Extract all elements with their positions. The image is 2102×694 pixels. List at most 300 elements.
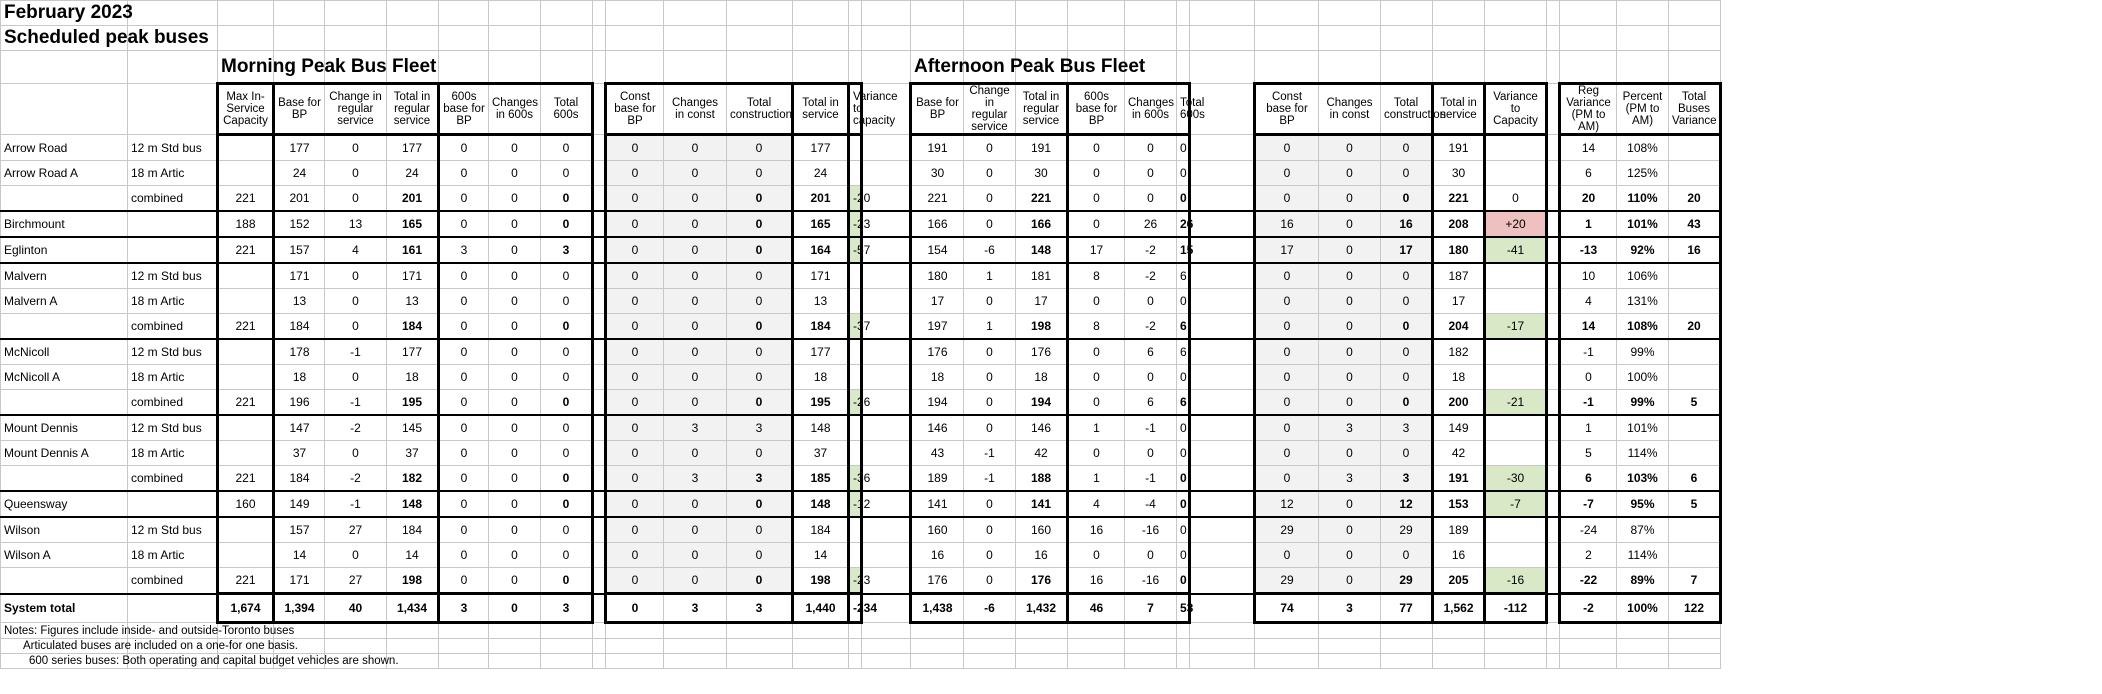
cell (849, 26, 862, 51)
am-value: 0 (541, 263, 593, 289)
am-value: 0 (439, 186, 489, 212)
cell (727, 51, 793, 84)
variance-value: 101% (1617, 415, 1669, 441)
pm-value: 194 (1016, 390, 1068, 416)
am-value: 18 (387, 365, 439, 390)
cell (593, 314, 606, 340)
am-value: 165 (793, 211, 849, 237)
cell (1190, 415, 1255, 441)
am-value: -23 (849, 211, 862, 237)
pm-value: 0 (1255, 263, 1319, 289)
pm-value: 197 (911, 314, 964, 340)
cell (849, 639, 862, 654)
pm-value: 0 (1125, 161, 1177, 186)
cell (439, 26, 489, 51)
cell (849, 1, 862, 26)
cell (1669, 654, 1721, 669)
am-value: 0 (489, 365, 541, 390)
am-value: 3 (727, 466, 793, 492)
max-capacity (218, 161, 274, 186)
pm-value: 0 (1381, 289, 1433, 314)
variance-value (1669, 543, 1721, 568)
am-value: -12 (849, 491, 862, 517)
am-value: 13 (793, 289, 849, 314)
pm-value: 6 (1177, 314, 1190, 340)
cell (862, 623, 911, 639)
col-header-pm: Total in service (1433, 84, 1485, 135)
cell (911, 654, 964, 669)
bus-type: combined (128, 186, 218, 212)
variance-value: 95% (1617, 491, 1669, 517)
cell (593, 289, 606, 314)
bus-type: 12 m Std bus (128, 263, 218, 289)
pm-value: 1 (964, 263, 1016, 289)
variance-value: 20 (1669, 186, 1721, 212)
am-value: 0 (541, 161, 593, 186)
pm-value: 0 (1255, 543, 1319, 568)
garage-name (1, 186, 128, 212)
cell (1319, 623, 1381, 639)
pm-value: 0 (1255, 365, 1319, 390)
cell (439, 1, 489, 26)
pm-value: 0 (1125, 543, 1177, 568)
col-header-pm: Total in regular service (1016, 84, 1068, 135)
cell (1177, 623, 1190, 639)
variance-value (1669, 365, 1721, 390)
col-header-am: Const base for BP (606, 84, 664, 135)
am-value: 0 (325, 161, 387, 186)
pm-value: 0 (1068, 211, 1125, 237)
cell (325, 26, 387, 51)
variance-value: -1 (1560, 339, 1617, 365)
garage-name: Mount Dennis A (1, 441, 128, 466)
pm-value: -2 (1125, 314, 1177, 340)
am-value: 0 (439, 211, 489, 237)
cell (1016, 26, 1068, 51)
cell (1068, 623, 1125, 639)
max-capacity: 221 (218, 568, 274, 594)
am-value: 0 (727, 441, 793, 466)
variance-value: 100% (1617, 365, 1669, 390)
pm-value: 0 (1177, 161, 1190, 186)
pm-value: 0 (1068, 186, 1125, 212)
am-value: 0 (606, 339, 664, 365)
am-value: 0 (325, 543, 387, 568)
am-value: 0 (606, 135, 664, 161)
cell (593, 491, 606, 517)
pm-value: 198 (1016, 314, 1068, 340)
cell (593, 339, 606, 365)
garage-name: Wilson (1, 517, 128, 543)
cell (964, 623, 1016, 639)
cell (1547, 365, 1560, 390)
pm-value (1485, 415, 1547, 441)
bus-type (128, 491, 218, 517)
pm-value: -1 (964, 441, 1016, 466)
pm-value: 18 (1016, 365, 1068, 390)
am-value: 0 (541, 466, 593, 492)
bus-type: 12 m Std bus (128, 339, 218, 365)
cell (541, 639, 593, 654)
pm-value: 191 (1016, 135, 1068, 161)
am-value: 0 (727, 289, 793, 314)
note-text: Notes: Figures include inside- and outside-Toronto buses (1, 623, 128, 639)
pm-value: 0 (964, 186, 1016, 212)
cell (793, 1, 849, 26)
am-value: 178 (274, 339, 325, 365)
pm-value: 0 (1381, 441, 1433, 466)
cell (1617, 26, 1669, 51)
cell (274, 26, 325, 51)
am-value: 184 (274, 466, 325, 492)
cell (1190, 186, 1255, 212)
pm-value: 4 (1068, 491, 1125, 517)
variance-total: -2 (1560, 594, 1617, 623)
cell (664, 51, 727, 84)
am-value: 0 (325, 263, 387, 289)
cell (1016, 623, 1068, 639)
am-value: 0 (664, 543, 727, 568)
pm-value: 221 (1433, 186, 1485, 212)
am-value: 18 (793, 365, 849, 390)
pm-value: 0 (1319, 211, 1381, 237)
am-value: 198 (793, 568, 849, 594)
am-value: 0 (606, 441, 664, 466)
am-value: 196 (274, 390, 325, 416)
pm-value: 0 (1319, 390, 1381, 416)
variance-value (1669, 517, 1721, 543)
cell (1125, 639, 1177, 654)
am-value: 0 (325, 135, 387, 161)
pm-value: 16 (911, 543, 964, 568)
am-value: 0 (541, 211, 593, 237)
am-value: 177 (793, 135, 849, 161)
cell (1190, 390, 1255, 416)
am-value: 0 (727, 314, 793, 340)
cell (1190, 491, 1255, 517)
cell (1125, 623, 1177, 639)
am-value: 152 (274, 211, 325, 237)
pm-value: 0 (964, 491, 1016, 517)
pm-value: 0 (1177, 415, 1190, 441)
bus-type: 12 m Std bus (128, 517, 218, 543)
am-value: 0 (439, 390, 489, 416)
am-value: 182 (387, 466, 439, 492)
cell (439, 639, 489, 654)
pm-value: 0 (1255, 390, 1319, 416)
cell (1190, 211, 1255, 237)
pm-value (1485, 289, 1547, 314)
cell (1319, 654, 1381, 669)
pm-value: -16 (1125, 517, 1177, 543)
am-value: 0 (325, 441, 387, 466)
am-value: 24 (387, 161, 439, 186)
cell (1547, 211, 1560, 237)
pm-value (1485, 135, 1547, 161)
cell (1669, 639, 1721, 654)
pm-value: 0 (1255, 135, 1319, 161)
pm-value: -1 (964, 466, 1016, 492)
variance-value: 131% (1617, 289, 1669, 314)
col-header-variance: Percent (PM to AM) (1617, 84, 1669, 135)
cell (862, 365, 911, 390)
pm-value: 189 (911, 466, 964, 492)
am-value: 0 (439, 365, 489, 390)
variance-value: 110% (1617, 186, 1669, 212)
cell (489, 26, 541, 51)
cell (1547, 415, 1560, 441)
variance-value: 14 (1560, 135, 1617, 161)
pm-total: 74 (1255, 594, 1319, 623)
cell (1177, 26, 1190, 51)
pm-value: 148 (1016, 237, 1068, 263)
pm-value: 29 (1381, 517, 1433, 543)
cell (1547, 51, 1560, 84)
cell (1190, 543, 1255, 568)
cell (1669, 26, 1721, 51)
pm-value: 176 (911, 339, 964, 365)
pm-value: 6 (1177, 263, 1190, 289)
pm-value: 42 (1433, 441, 1485, 466)
variance-value: 20 (1560, 186, 1617, 212)
pm-value: -16 (1485, 568, 1547, 594)
am-value: 0 (727, 263, 793, 289)
am-value: -26 (849, 390, 862, 416)
am-value: -23 (849, 568, 862, 594)
col-header-pm: Variance to Capacity (1485, 84, 1547, 135)
am-value: 0 (664, 314, 727, 340)
am-value: 0 (489, 568, 541, 594)
am-value: 201 (793, 186, 849, 212)
cell (964, 639, 1016, 654)
cell (439, 654, 489, 669)
note-text: Articulated buses are included on a one-for one basis. (1, 639, 128, 654)
variance-value: 43 (1669, 211, 1721, 237)
pm-value: 0 (1319, 161, 1381, 186)
col-header-am: Total in service (793, 84, 849, 135)
am-value: 148 (793, 415, 849, 441)
pm-value: -17 (1485, 314, 1547, 340)
am-value: 0 (606, 415, 664, 441)
bus-type: 18 m Artic (128, 289, 218, 314)
pm-value: 0 (1319, 568, 1381, 594)
cell (1190, 314, 1255, 340)
am-value: 184 (793, 314, 849, 340)
pm-value: 12 (1255, 491, 1319, 517)
cell (1547, 568, 1560, 594)
pm-value: 0 (1068, 289, 1125, 314)
pm-total: 77 (1381, 594, 1433, 623)
cell (325, 1, 387, 26)
bus-type: 18 m Artic (128, 365, 218, 390)
am-value (849, 517, 862, 543)
cell (606, 654, 664, 669)
cell (1617, 654, 1669, 669)
am-value: 37 (274, 441, 325, 466)
cell (1255, 1, 1319, 26)
col-header-am: Changes in 600s (489, 84, 541, 135)
cell (911, 623, 964, 639)
cell (1190, 594, 1255, 623)
pm-value: -41 (1485, 237, 1547, 263)
am-value: 0 (606, 543, 664, 568)
pm-value: 176 (1016, 568, 1068, 594)
pm-total: 3 (1319, 594, 1381, 623)
am-value: 195 (387, 390, 439, 416)
am-total: 3 (727, 594, 793, 623)
pm-value: 0 (1125, 365, 1177, 390)
variance-value: 6 (1560, 161, 1617, 186)
pm-value: 180 (1433, 237, 1485, 263)
cell (593, 390, 606, 416)
am-value: 0 (489, 543, 541, 568)
am-value: 0 (664, 491, 727, 517)
pm-value: 0 (1068, 135, 1125, 161)
pm-value: 1 (1068, 415, 1125, 441)
am-value: 0 (606, 568, 664, 594)
cell (1547, 263, 1560, 289)
am-value: 14 (274, 543, 325, 568)
pm-value: 0 (964, 161, 1016, 186)
note-text: 600 series buses: Both operating and capital budget vehicles are shown. (1, 654, 128, 669)
am-value: 0 (727, 365, 793, 390)
pm-value: 160 (1016, 517, 1068, 543)
col-header-pm: Base for BP (911, 84, 964, 135)
cell (1547, 654, 1560, 669)
am-value: 0 (541, 543, 593, 568)
pm-value (1485, 365, 1547, 390)
pm-value: 8 (1068, 314, 1125, 340)
variance-value: 1 (1560, 211, 1617, 237)
am-value: 177 (387, 135, 439, 161)
am-value: 0 (727, 543, 793, 568)
col-header-pm: Changes in const (1319, 84, 1381, 135)
am-value: 0 (727, 135, 793, 161)
pm-value: 17 (1433, 289, 1485, 314)
am-total: 3 (664, 594, 727, 623)
system-total-label: System total (1, 594, 128, 623)
cell (1433, 26, 1485, 51)
cell (593, 654, 606, 669)
cell (606, 623, 664, 639)
am-value: 0 (489, 466, 541, 492)
col-header-pm: Changes in 600s (1125, 84, 1177, 135)
variance-value: -22 (1560, 568, 1617, 594)
col-header-am: Base for BP (274, 84, 325, 135)
cell (387, 623, 439, 639)
variance-value (1669, 441, 1721, 466)
cell (1381, 639, 1433, 654)
variance-value (1669, 161, 1721, 186)
am-value: 0 (489, 289, 541, 314)
am-value: 0 (489, 263, 541, 289)
col-header-pm: Const base for BP (1255, 84, 1319, 135)
pm-value: 17 (1255, 237, 1319, 263)
am-value: 161 (387, 237, 439, 263)
pm-value: 191 (1433, 135, 1485, 161)
am-value: 0 (727, 211, 793, 237)
am-value: 0 (489, 517, 541, 543)
am-value (849, 441, 862, 466)
cell (1485, 654, 1547, 669)
bus-type: combined (128, 390, 218, 416)
am-value: 0 (489, 491, 541, 517)
cell (1016, 639, 1068, 654)
report-title: February 2023 (1, 1, 128, 26)
cell (541, 654, 593, 669)
pm-value: 146 (911, 415, 964, 441)
pm-value: 0 (1177, 466, 1190, 492)
col-header-am: Changes in const (664, 84, 727, 135)
pm-value: 0 (964, 543, 1016, 568)
cell (1381, 623, 1433, 639)
pm-value (1485, 339, 1547, 365)
pm-value: 0 (1068, 441, 1125, 466)
pm-value: 191 (1433, 466, 1485, 492)
pm-value (1485, 441, 1547, 466)
pm-value: 180 (911, 263, 964, 289)
pm-value: -2 (1125, 263, 1177, 289)
cell (1485, 51, 1547, 84)
cell (862, 1, 911, 26)
am-value: 0 (664, 365, 727, 390)
am-value (849, 415, 862, 441)
pm-value: 30 (1016, 161, 1068, 186)
pm-value: 0 (1177, 135, 1190, 161)
cell (489, 1, 541, 26)
pm-value: 0 (1177, 365, 1190, 390)
cell (964, 654, 1016, 669)
cell (1560, 623, 1617, 639)
pm-value (1485, 543, 1547, 568)
pm-value: 166 (1016, 211, 1068, 237)
am-value: 37 (793, 441, 849, 466)
pm-value: 191 (911, 135, 964, 161)
cell (1190, 441, 1255, 466)
cell (387, 1, 439, 26)
cell (593, 466, 606, 492)
am-value: 0 (489, 390, 541, 416)
am-value: 14 (387, 543, 439, 568)
pm-value: -30 (1485, 466, 1547, 492)
cell (1177, 654, 1190, 669)
cell (439, 623, 489, 639)
cell (218, 1, 274, 26)
am-value: 0 (489, 314, 541, 340)
cell (1381, 26, 1433, 51)
pm-value: 0 (1068, 161, 1125, 186)
am-value: 201 (274, 186, 325, 212)
variance-value: 5 (1560, 441, 1617, 466)
am-value: 0 (541, 390, 593, 416)
cell (593, 161, 606, 186)
variance-value: -7 (1560, 491, 1617, 517)
cell (1560, 654, 1617, 669)
cell (1547, 84, 1560, 135)
cell (1255, 654, 1319, 669)
pm-value: 176 (911, 568, 964, 594)
pm-value: 16 (1068, 568, 1125, 594)
am-value: 0 (489, 441, 541, 466)
cell (593, 568, 606, 594)
cell (1669, 1, 1721, 26)
cell (1381, 51, 1433, 84)
pm-value: 200 (1433, 390, 1485, 416)
am-total: -234 (849, 594, 862, 623)
pm-value: 141 (911, 491, 964, 517)
pm-value: 0 (1177, 568, 1190, 594)
col-header-pm: Total 600s (1177, 84, 1190, 135)
